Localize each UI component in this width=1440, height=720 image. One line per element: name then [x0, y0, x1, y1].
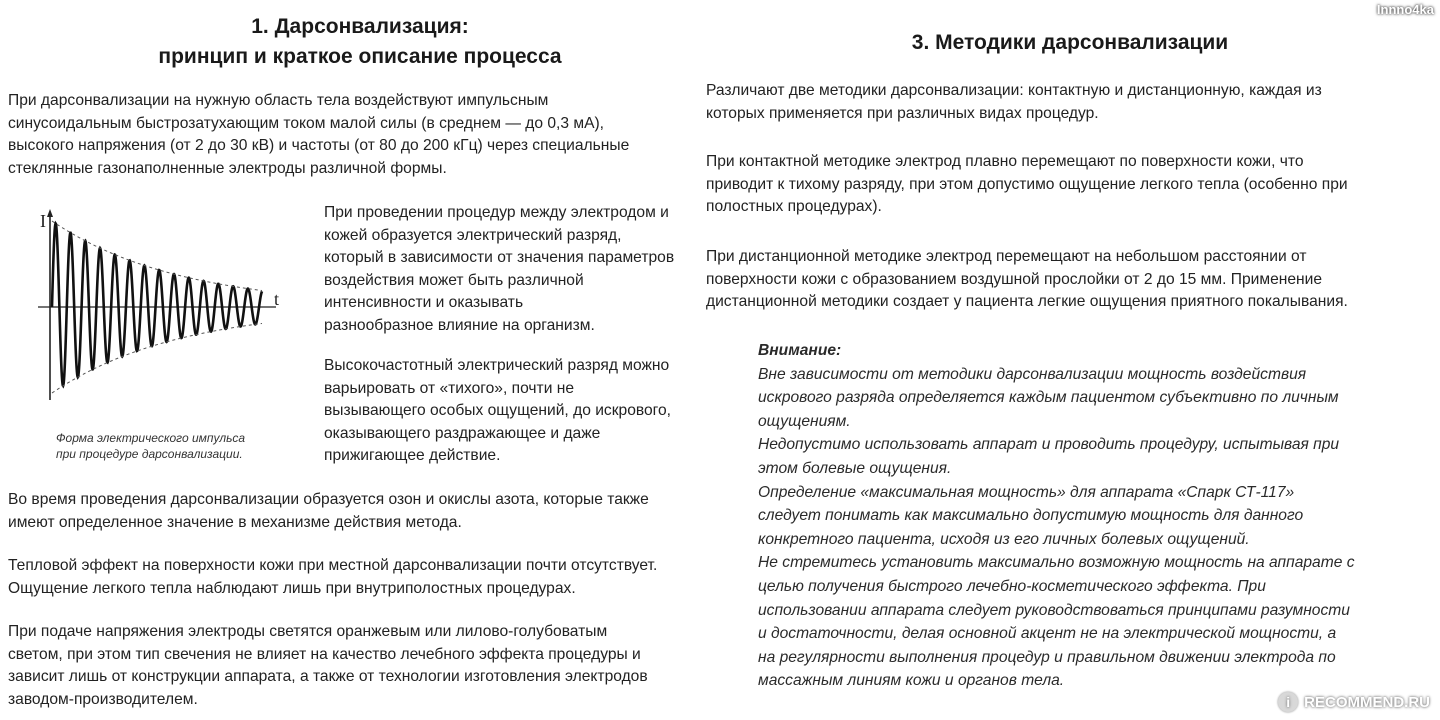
text-line: кожей образуется электрический разряд,	[324, 226, 622, 244]
text-line: оказывающего раздражающее и даже	[324, 424, 601, 442]
wave-curve	[52, 223, 262, 385]
text-line: При дистанционной методике электрод перемещают на небольшом расстоянии от	[706, 248, 1307, 265]
text-line: приводит к тихому разряду, при этом допустимо ощущение легкого тепла (особенно при	[706, 175, 1348, 193]
methods-paragraph-3	[706, 246, 1431, 314]
caption-line1: Форма электрического импульса	[56, 431, 246, 445]
text-line: варьировать от «тихого», почти не	[324, 379, 575, 397]
username-watermark: Innno4ka	[1376, 2, 1434, 17]
text-line: прижигающее действие.	[324, 447, 501, 464]
methods-paragraph-1	[706, 80, 1431, 125]
heat-paragraph	[8, 555, 708, 600]
recommend-logo-text: RECOMMEND.RU	[1304, 693, 1430, 711]
text-line: на регулярности выполнения процедур и правильном движении электрода по	[758, 648, 1336, 666]
text-line: При дарсонвализации на нужную область тела воздействуют импульсным	[8, 92, 549, 109]
text-line: Различают две методики дарсонвализации: контактную и дистанционную, каждая из	[706, 82, 1322, 99]
side-paragraph-1	[324, 202, 704, 337]
text-line: высокого напряжения (от 2 до 30 кВ) и частоты (от 80 до 200 кГц) через специальные	[8, 137, 630, 154]
ozone-paragraph	[8, 489, 708, 534]
attention-block	[758, 339, 1433, 693]
text-line: При подаче напряжения электроды светятся оранжевым или лилово-голубоватым	[8, 623, 608, 640]
methods-paragraph-2	[706, 151, 1431, 219]
text-line: разнообразное влияние на организм.	[324, 316, 595, 334]
figure-caption	[56, 430, 296, 462]
y-axis-arrow	[47, 209, 53, 217]
text-line: который в зависимости от значения параметров	[324, 249, 675, 266]
text-line: Во время проведения дарсонвализации образуется озон и окислы азота, которые также	[8, 491, 649, 508]
text-line: дистанционной методики создает у пациента легкие ощущения приятного покалывания.	[706, 293, 1348, 310]
text-line: которых применяется при различных видах процедур.	[706, 104, 1099, 122]
text-line: полостных процедурах).	[706, 198, 882, 215]
damped-pulse-figure	[30, 205, 300, 405]
text-line: стеклянные газонаполненные электроды различной формы.	[8, 159, 447, 177]
text-line: Вне зависимости от методики дарсонвализации мощность воздействия	[758, 365, 1307, 383]
y-axis-label: I	[40, 211, 46, 231]
text-line: Определение «максимальная мощность» для аппарата «Спарк СТ-117»	[758, 483, 1295, 501]
text-line: При проведении процедур между электродом и	[324, 204, 669, 221]
recommend-logo-icon: i	[1278, 692, 1298, 712]
text-line: вызывающего особых ощущений, до искрового,	[324, 402, 671, 419]
text-line: зависит лишь от конструкции аппарата, а также от технологии изготовления электродов	[8, 668, 648, 685]
text-line: использовании аппарата следует руководствоваться принципами разумности	[758, 601, 1350, 619]
text-line: конкретного пациента, исходя из его личных болевых ощущений.	[758, 530, 1250, 548]
recommend-watermark	[1278, 692, 1430, 712]
attention-heading: Внимание:	[758, 342, 842, 359]
text-line: синусоидальным быстрозатухающим током малой силы (в среднем — до 0,3 мА),	[8, 114, 605, 132]
section-3-title: 3. Методики дарсонвализации	[911, 31, 1229, 54]
text-line: массажным линиям кожи и органов тела.	[758, 672, 1065, 690]
text-line: Недопустимо использовать аппарат и проводить процедуру, испытывая при	[758, 436, 1340, 454]
section-1-title	[60, 12, 660, 72]
text-line: этом болевые ощущения.	[758, 459, 952, 477]
glow-paragraph	[8, 621, 708, 711]
damped-wave-graph	[30, 205, 300, 405]
text-line: поверхности кожи с образованием воздушной прослойки от 2 до 15 мм. Применение	[706, 270, 1323, 288]
text-line: светом, при этом тип свечения не влияет на качество лечебного эффекта процедуры и	[8, 645, 641, 663]
text-line: целью получения быстрого лечебно-косметического эффекта. При	[758, 577, 1266, 595]
side-paragraph-2	[324, 355, 704, 468]
envelope-lower	[52, 323, 262, 393]
text-line: следует понимать как максимально допустимую мощность для данного	[758, 507, 1304, 525]
text-line: заводом-производителем.	[8, 690, 198, 708]
section-1-title-line1: 1. Дарсонвализация:	[251, 15, 469, 38]
text-line: и достаточности, делая основной акцент не на электрической мощности, а	[758, 625, 1337, 643]
intro-paragraph	[8, 90, 698, 180]
text-line: интенсивности и оказывать	[324, 294, 524, 311]
text-line: ощущениям.	[758, 412, 851, 430]
text-line: имеют определенное значение в механизме действия метода.	[8, 513, 462, 531]
x-axis-label: t	[274, 289, 280, 309]
text-line: воздействия может быть различной	[324, 271, 584, 289]
text-line: Высокочастотный электрический разряд можно	[324, 357, 670, 374]
section-1-title-line2: принцип и краткое описание процесса	[158, 45, 562, 68]
text-line: Не стремитесь установить максимально возможную мощность на аппарате с	[758, 554, 1355, 572]
text-line: Тепловой эффект на поверхности кожи при местной дарсонвализации почти отсутствует.	[8, 557, 658, 574]
text-line: При контактной методике электрод плавно перемещают по поверхности кожи, что	[706, 153, 1304, 170]
text-line: искрового разряда определяется каждым пациентом субъективно по личным	[758, 389, 1339, 407]
caption-line2: при процедуре дарсонвализации.	[56, 447, 243, 461]
text-line: Ощущение легкого тепла наблюдают лишь при внутриполостных процедурах.	[8, 579, 576, 597]
